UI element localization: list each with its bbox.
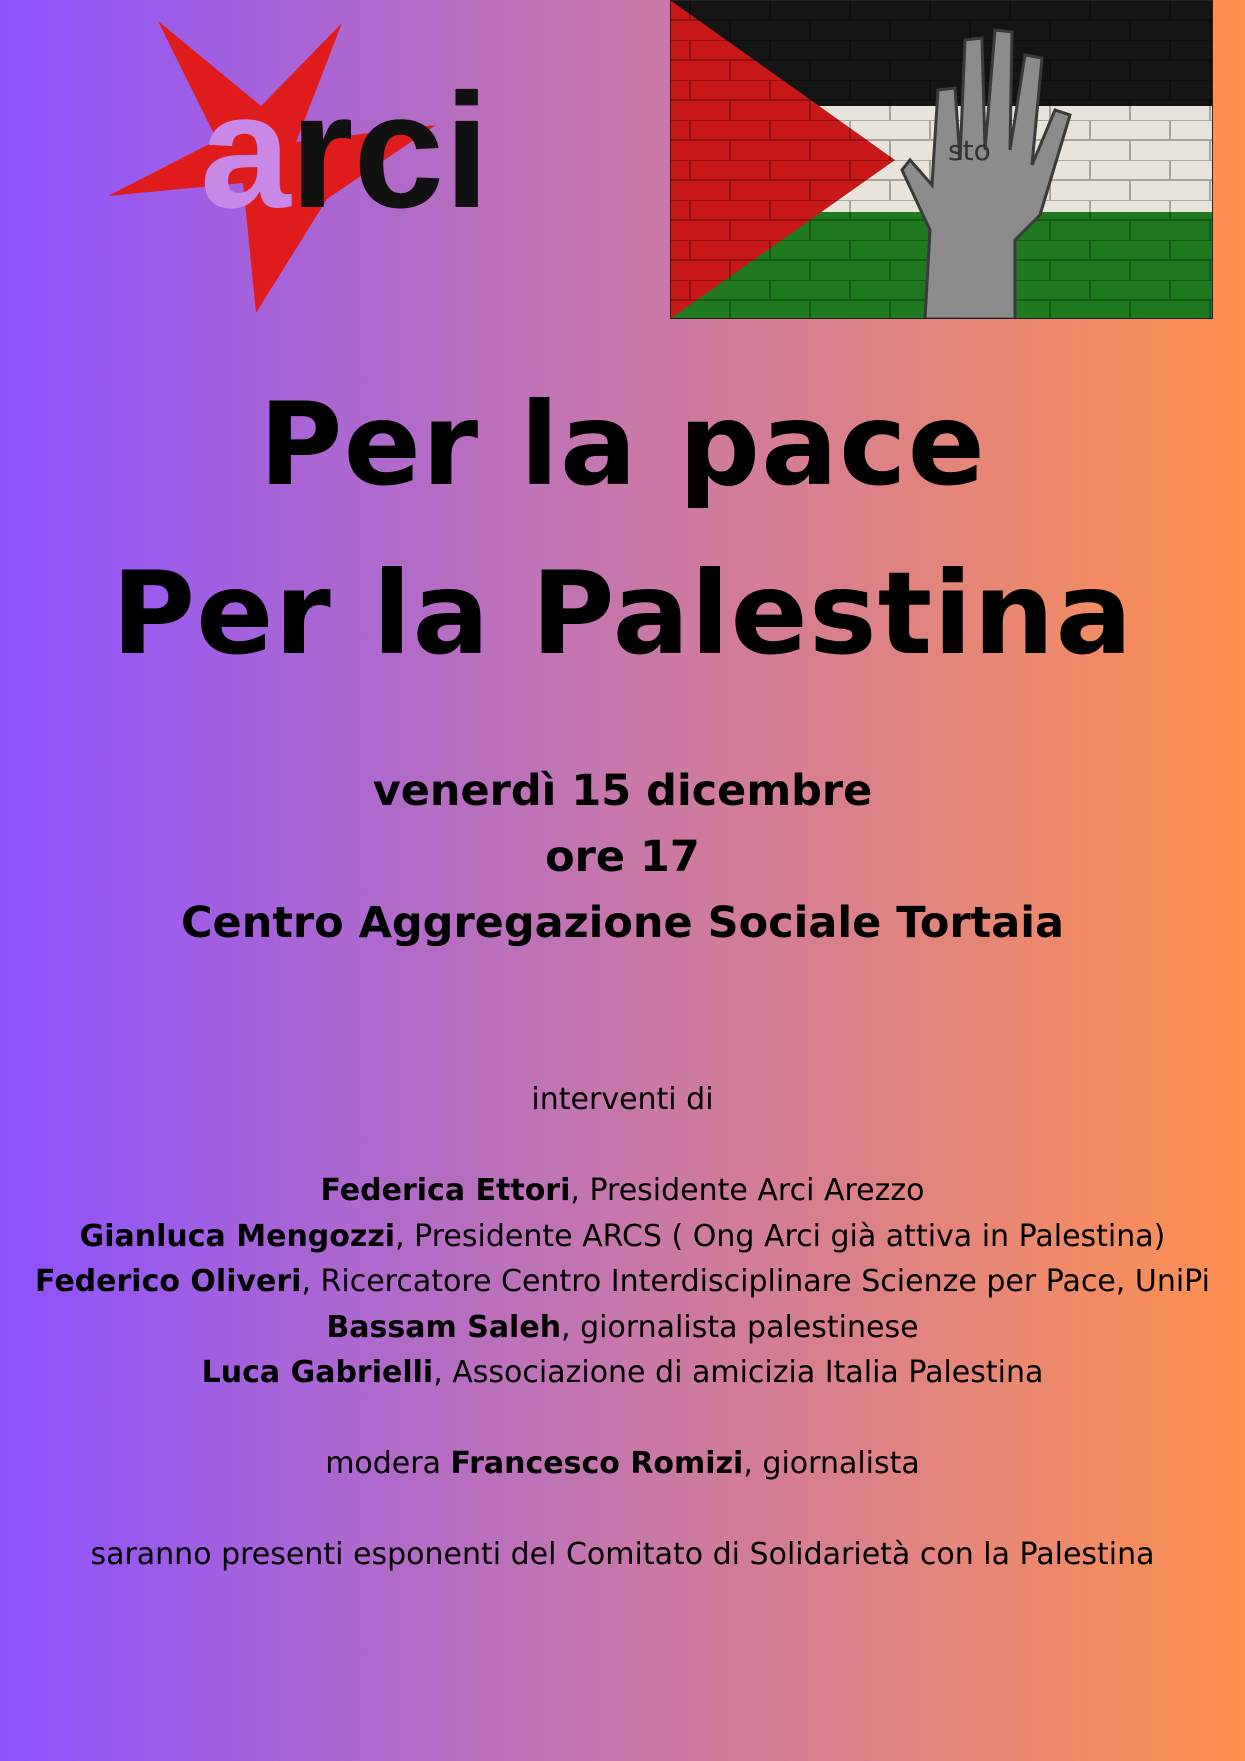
speaker-name: Gianluca Mengozzi <box>79 1218 396 1254</box>
svg-text:sto: sto <box>948 134 991 167</box>
speaker-line <box>0 1305 1245 1351</box>
moderator-name: Francesco Romizi <box>450 1446 744 1481</box>
speaker-name: Federico Oliveri <box>35 1264 302 1299</box>
program-intro: interventi di <box>531 1082 714 1117</box>
speaker-name: Federica Ettori <box>320 1173 571 1208</box>
speaker-role: , Associazione di amicizia Italia Palestina <box>433 1355 1044 1390</box>
program-section <box>0 1077 1245 1578</box>
title-line-1: Per la pace <box>259 378 986 511</box>
event-info <box>0 758 1245 956</box>
closing-note: saranno presenti esponenti del Comitato di Solidarietà con la Palestina <box>90 1537 1155 1572</box>
event-date: venerdì 15 dicembre <box>372 766 873 816</box>
speaker-line <box>0 1214 1245 1260</box>
speaker-role: , Presidente Arci Arezzo <box>570 1173 925 1208</box>
red-star-icon <box>100 18 530 318</box>
speaker-line <box>0 1350 1245 1396</box>
logo-letters-rci: rci <box>290 59 490 242</box>
moderator-role: , giornalista <box>743 1446 920 1481</box>
logo-letter-a: a <box>200 59 291 242</box>
moderator-line <box>0 1441 1245 1487</box>
palestine-flag-artwork <box>670 0 1213 319</box>
speaker-role: , Presidente ARCS ( Ong Arci già attiva in Palestina) <box>395 1218 1166 1254</box>
event-time: ore 17 <box>545 832 700 882</box>
speaker-role: , Ricercatore Centro Interdisciplinare Scienze per Pace, UniPi <box>301 1264 1210 1299</box>
event-place: Centro Aggregazione Sociale Tortaia <box>181 898 1064 948</box>
title-line-2: Per la Palestina <box>111 547 1134 680</box>
speaker-name: Bassam Saleh <box>326 1309 562 1345</box>
speaker-line <box>0 1259 1245 1305</box>
speaker-role: , giornalista palestinese <box>561 1309 919 1345</box>
speaker-name: Luca Gabrielli <box>201 1355 434 1390</box>
arci-logo <box>100 18 530 318</box>
speaker-line <box>0 1168 1245 1214</box>
moderator-prefix: modera <box>325 1446 451 1481</box>
